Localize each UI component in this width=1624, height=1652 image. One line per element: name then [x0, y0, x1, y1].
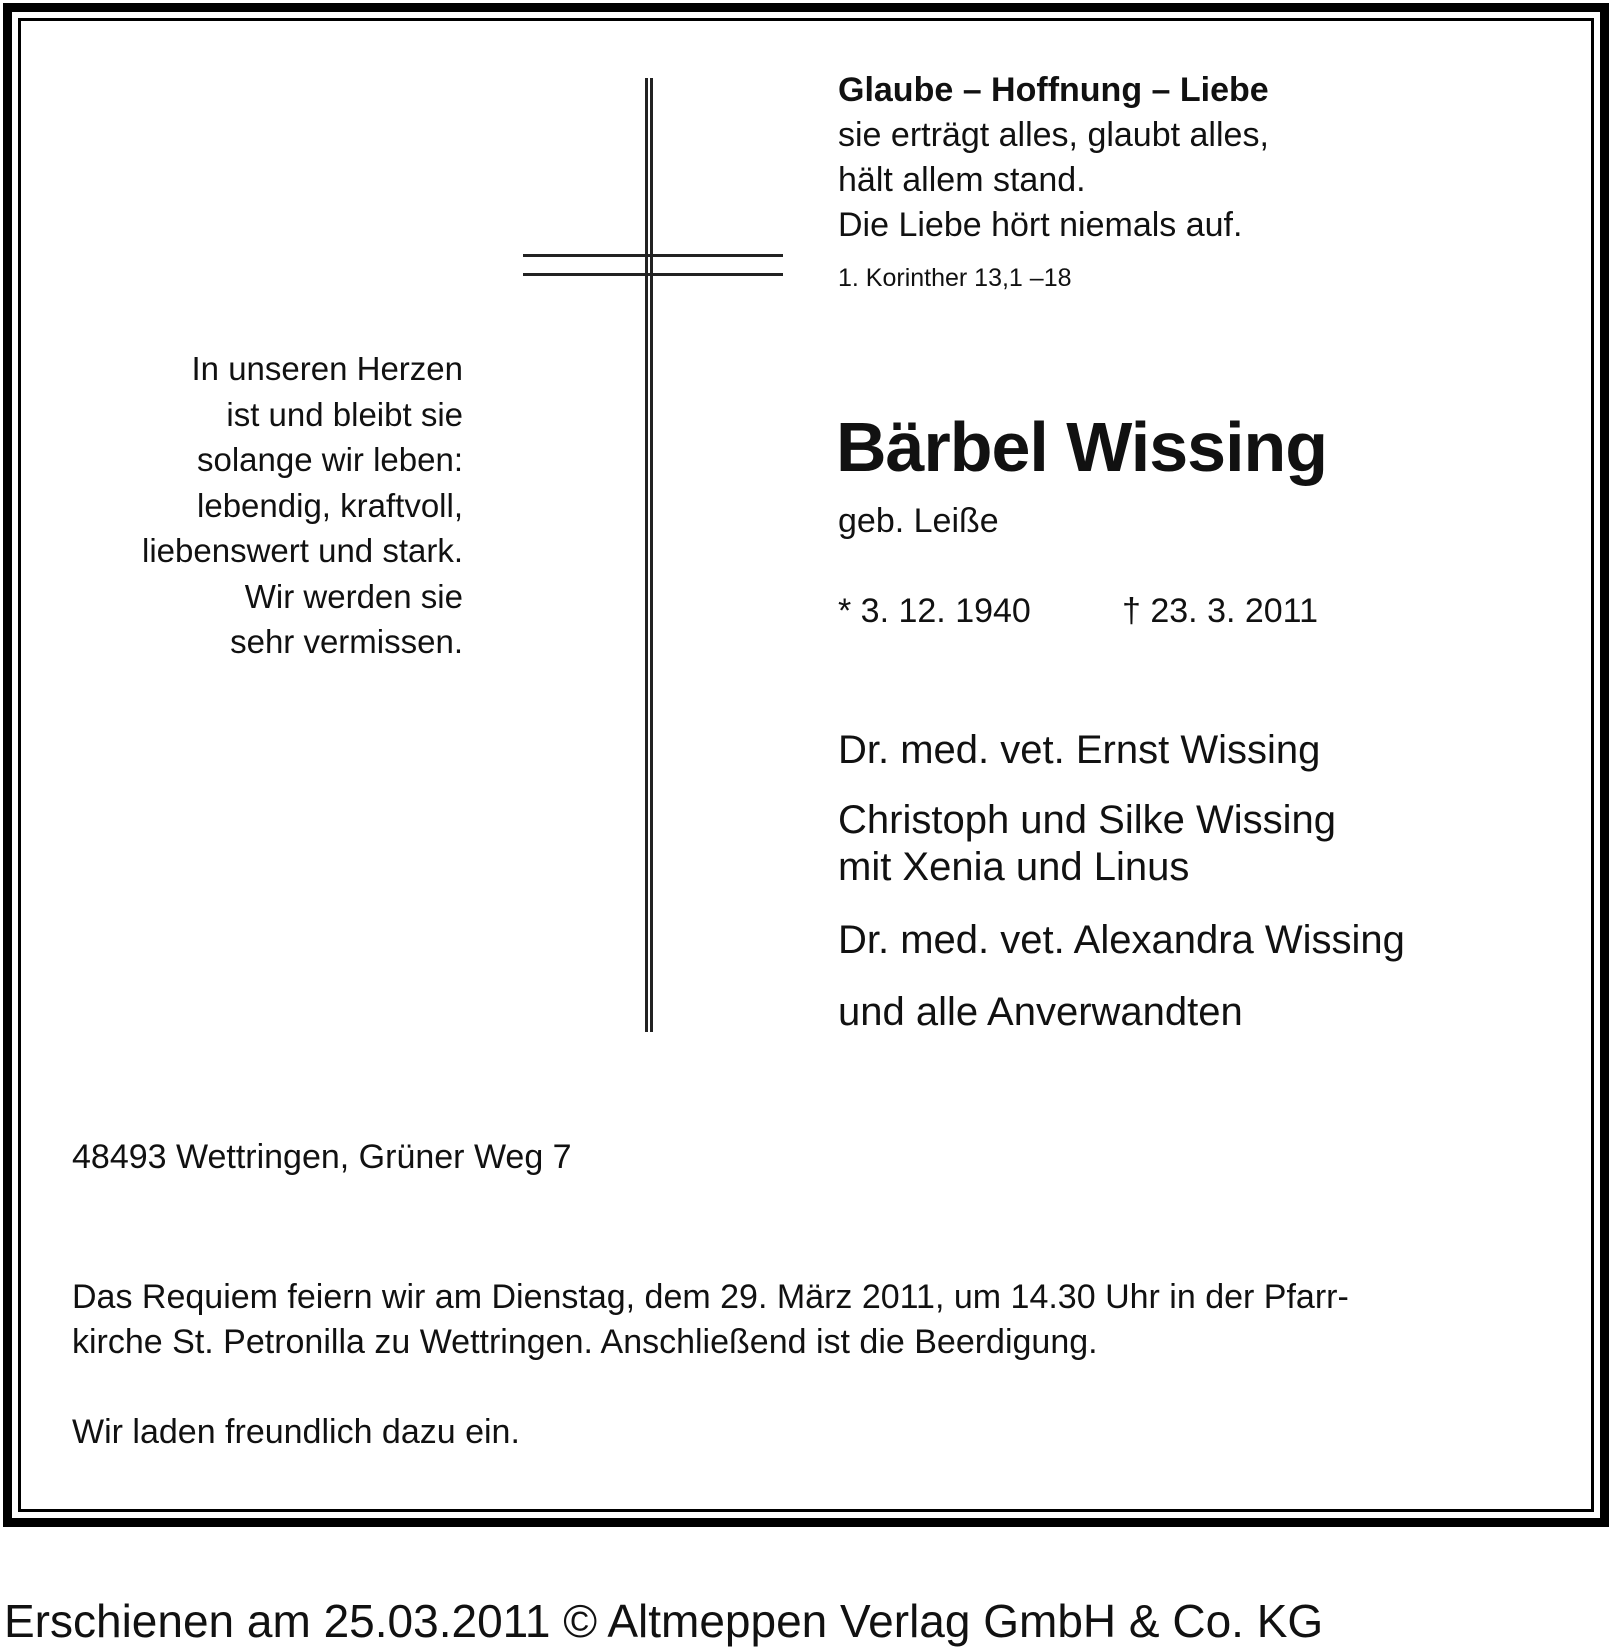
- mourner-line: Christoph und Silke Wissing: [838, 798, 1336, 842]
- invitation-text: Wir laden freundlich dazu ein.: [72, 1413, 520, 1451]
- quote-line: sie erträgt alles, glaubt alles,: [838, 116, 1269, 154]
- cross-horizontal-bar: [523, 254, 783, 276]
- requiem-notice: [72, 1275, 1349, 1365]
- cross-intersection: [648, 257, 650, 273]
- bible-quote: [838, 68, 1269, 248]
- mourner-line: und alle Anverwandten: [838, 990, 1243, 1034]
- publication-footer: Erschienen am 25.03.2011 © Altmeppen Verlag GmbH & Co. KG: [4, 1595, 1324, 1647]
- poem-line: In unseren Herzen: [191, 350, 463, 387]
- mourner-line: Dr. med. vet. Ernst Wissing: [838, 728, 1321, 772]
- cross-vertical-bar: [645, 78, 653, 1032]
- mourner-line: Dr. med. vet. Alexandra Wissing: [838, 918, 1405, 962]
- quote-line: Die Liebe hört niemals auf.: [838, 206, 1243, 244]
- quote-source: 1. Korinther 13,1 –18: [838, 264, 1072, 292]
- requiem-line: Das Requiem feiern wir am Dienstag, dem 29. März 2011, um 14.30 Uhr in der Pfarr-: [72, 1278, 1349, 1316]
- poem-line: solange wir leben:: [197, 441, 463, 478]
- maiden-name: geb. Leiße: [838, 502, 999, 540]
- family-address: 48493 Wettringen, Grüner Weg 7: [72, 1138, 572, 1176]
- poem-line: ist und bleibt sie: [226, 395, 463, 433]
- memorial-poem: [142, 346, 463, 665]
- poem-line: liebenswert und stark.: [142, 532, 463, 569]
- deceased-name: Bärbel Wissing: [836, 408, 1328, 486]
- quote-title: Glaube – Hoffnung – Liebe: [838, 71, 1269, 109]
- mourner-line: mit Xenia und Linus: [838, 845, 1190, 889]
- poem-line: Wir werden sie: [244, 577, 463, 615]
- poem-line: lebendig, kraftvoll,: [197, 486, 463, 524]
- birth-date: * 3. 12. 1940: [838, 592, 1031, 630]
- requiem-line: kirche St. Petronilla zu Wettringen. Anschließend ist die Beerdigung.: [72, 1323, 1098, 1361]
- quote-line: hält allem stand.: [838, 161, 1086, 199]
- death-date: † 23. 3. 2011: [1122, 592, 1318, 630]
- poem-line: sehr vermissen.: [230, 623, 463, 660]
